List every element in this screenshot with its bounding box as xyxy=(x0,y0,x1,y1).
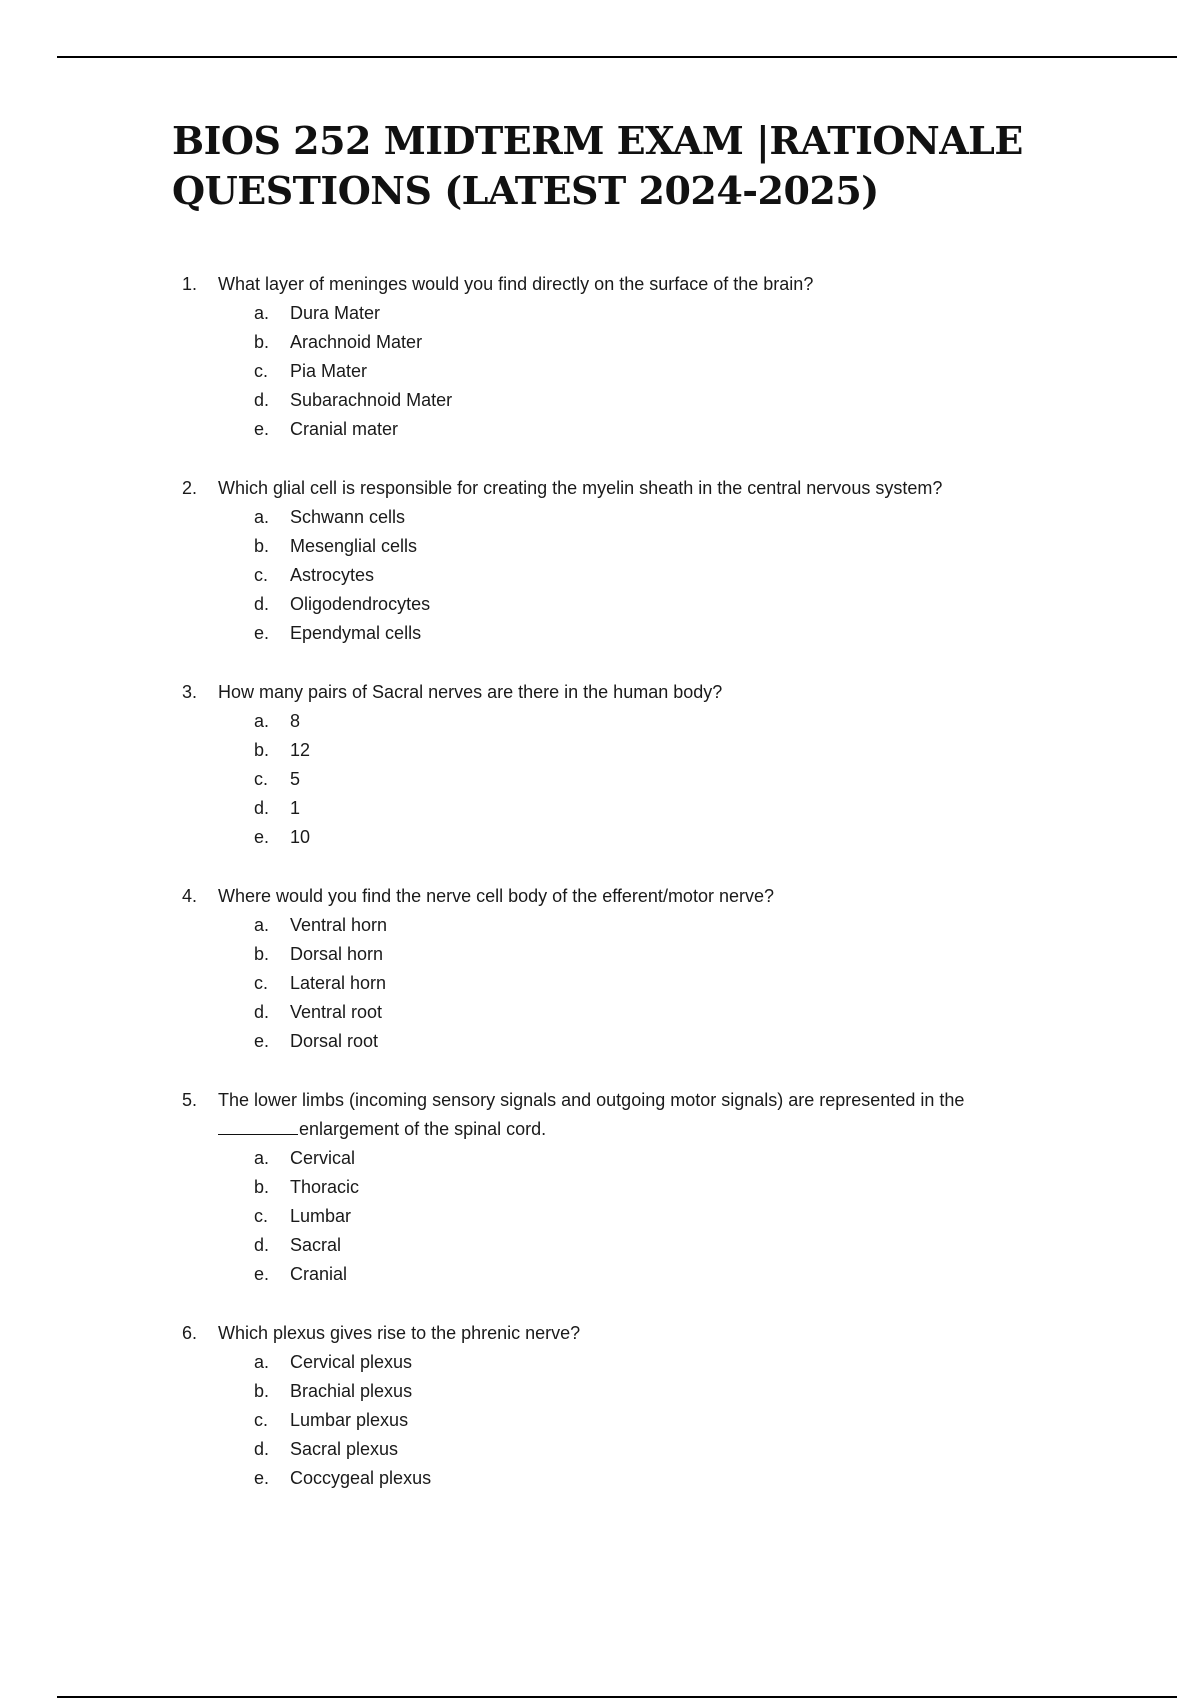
question-text: Where would you find the nerve cell body of the efferent/motor nerve? xyxy=(218,886,774,906)
option-d xyxy=(254,1231,1082,1260)
top-divider xyxy=(57,56,1177,58)
option-c xyxy=(254,561,1082,590)
option-e xyxy=(254,823,1082,852)
question-number: 2. xyxy=(182,478,198,498)
option-letter: a. xyxy=(254,1148,270,1168)
option-text: Ependymal cells xyxy=(290,623,422,643)
option-e xyxy=(254,415,1082,444)
question-text: Which glial cell is responsible for creating the myelin sheath in the central nervous system? xyxy=(218,478,943,498)
option-text: 10 xyxy=(290,827,311,847)
question-number: 1. xyxy=(182,274,198,294)
option-list xyxy=(182,911,1082,1056)
option-a xyxy=(254,503,1082,532)
option-text: Pia Mater xyxy=(290,361,368,381)
option-list xyxy=(182,503,1082,648)
option-letter: d. xyxy=(254,1439,270,1459)
option-letter: e. xyxy=(254,1468,270,1488)
option-e xyxy=(254,619,1082,648)
option-letter: d. xyxy=(254,1002,270,1022)
option-text: 12 xyxy=(290,740,311,760)
option-letter: c. xyxy=(254,565,269,585)
option-letter: a. xyxy=(254,303,270,323)
question-text: Which plexus gives rise to the phrenic nerve? xyxy=(218,1323,581,1343)
question-2 xyxy=(182,474,1082,648)
option-letter: e. xyxy=(254,419,270,439)
title-line-1: BIOS 252 MIDTERM EXAM |RATIONALE xyxy=(172,118,1023,163)
option-text: Astrocytes xyxy=(290,565,375,585)
question-5 xyxy=(182,1086,1082,1289)
option-text: Lateral horn xyxy=(290,973,387,993)
option-letter: b. xyxy=(254,740,270,760)
option-a xyxy=(254,1348,1082,1377)
question-3 xyxy=(182,678,1082,852)
option-letter: d. xyxy=(254,798,270,818)
option-list xyxy=(182,1348,1082,1493)
option-letter: e. xyxy=(254,1031,270,1051)
option-letter: e. xyxy=(254,623,270,643)
option-letter: b. xyxy=(254,944,270,964)
question-number: 5. xyxy=(182,1090,198,1110)
option-text: Mesenglial cells xyxy=(290,536,418,556)
title-line-2: QUESTIONS (LATEST 2024-2025) xyxy=(172,168,879,213)
option-letter: e. xyxy=(254,827,270,847)
option-c xyxy=(254,1406,1082,1435)
option-letter: c. xyxy=(254,973,269,993)
option-a xyxy=(254,1144,1082,1173)
option-c xyxy=(254,1202,1082,1231)
option-b xyxy=(254,328,1082,357)
option-c xyxy=(254,969,1082,998)
option-b xyxy=(254,1173,1082,1202)
option-text: Cranial mater xyxy=(290,419,399,439)
question-1 xyxy=(182,270,1082,444)
option-text: Oligodendrocytes xyxy=(290,594,431,614)
option-text: Lumbar plexus xyxy=(290,1410,409,1430)
option-text: Thoracic xyxy=(290,1177,360,1197)
option-text: Schwann cells xyxy=(290,507,406,527)
question-number: 3. xyxy=(182,682,198,702)
option-d xyxy=(254,794,1082,823)
option-letter: c. xyxy=(254,361,269,381)
question-text: What layer of meninges would you find directly on the surface of the brain? xyxy=(218,274,814,294)
question-text: The lower limbs (incoming sensory signals and outgoing motor signals) are represented in the xyxy=(218,1090,965,1110)
question-number: 4. xyxy=(182,886,198,906)
question-text: How many pairs of Sacral nerves are there in the human body? xyxy=(218,682,723,702)
option-d xyxy=(254,386,1082,415)
option-e xyxy=(254,1260,1082,1289)
option-list xyxy=(182,299,1082,444)
option-a xyxy=(254,299,1082,328)
option-text: Dura Mater xyxy=(290,303,381,323)
option-a xyxy=(254,707,1082,736)
option-e xyxy=(254,1464,1082,1493)
question-6 xyxy=(182,1319,1082,1493)
option-text: Coccygeal plexus xyxy=(290,1468,432,1488)
option-text: Arachnoid Mater xyxy=(290,332,423,352)
option-letter: a. xyxy=(254,915,270,935)
option-text: Ventral root xyxy=(290,1002,383,1022)
option-b xyxy=(254,736,1082,765)
question-text-continued xyxy=(182,1115,1082,1144)
option-text: Dorsal horn xyxy=(290,944,384,964)
option-c xyxy=(254,765,1082,794)
option-text: 1 xyxy=(290,798,301,818)
option-text: Brachial plexus xyxy=(290,1381,413,1401)
option-a xyxy=(254,911,1082,940)
option-letter: d. xyxy=(254,594,270,614)
option-letter: b. xyxy=(254,1177,270,1197)
option-letter: a. xyxy=(254,1352,270,1372)
option-text: 5 xyxy=(290,769,301,789)
option-letter: c. xyxy=(254,1206,269,1226)
question-list xyxy=(182,270,1082,1523)
option-text: Cervical xyxy=(290,1148,356,1168)
option-letter: d. xyxy=(254,390,270,410)
option-text: Subarachnoid Mater xyxy=(290,390,453,410)
option-text: Sacral xyxy=(290,1235,342,1255)
option-text: Sacral plexus xyxy=(290,1439,399,1459)
fill-in-blank xyxy=(218,1116,298,1135)
option-b xyxy=(254,940,1082,969)
option-letter: d. xyxy=(254,1235,270,1255)
option-letter: b. xyxy=(254,1381,270,1401)
option-b xyxy=(254,1377,1082,1406)
question-text-cont: enlargement of the spinal cord. xyxy=(299,1119,547,1139)
option-e xyxy=(254,1027,1082,1056)
option-letter: a. xyxy=(254,711,270,731)
option-text: Cranial xyxy=(290,1264,348,1284)
option-list xyxy=(182,1144,1082,1289)
option-letter: c. xyxy=(254,769,269,789)
option-d xyxy=(254,998,1082,1027)
option-letter: b. xyxy=(254,332,270,352)
option-list xyxy=(182,707,1082,852)
option-d xyxy=(254,1435,1082,1464)
option-c xyxy=(254,357,1082,386)
option-letter: c. xyxy=(254,1410,269,1430)
option-text: Lumbar xyxy=(290,1206,352,1226)
question-number: 6. xyxy=(182,1323,198,1343)
option-letter: a. xyxy=(254,507,270,527)
bottom-divider xyxy=(57,1696,1177,1698)
option-text: Ventral horn xyxy=(290,915,388,935)
question-4 xyxy=(182,882,1082,1056)
option-letter: b. xyxy=(254,536,270,556)
option-text: Dorsal root xyxy=(290,1031,379,1051)
page-title xyxy=(172,116,1132,216)
option-text: Cervical plexus xyxy=(290,1352,413,1372)
option-b xyxy=(254,532,1082,561)
option-d xyxy=(254,590,1082,619)
option-letter: e. xyxy=(254,1264,270,1284)
option-text: 8 xyxy=(290,711,301,731)
